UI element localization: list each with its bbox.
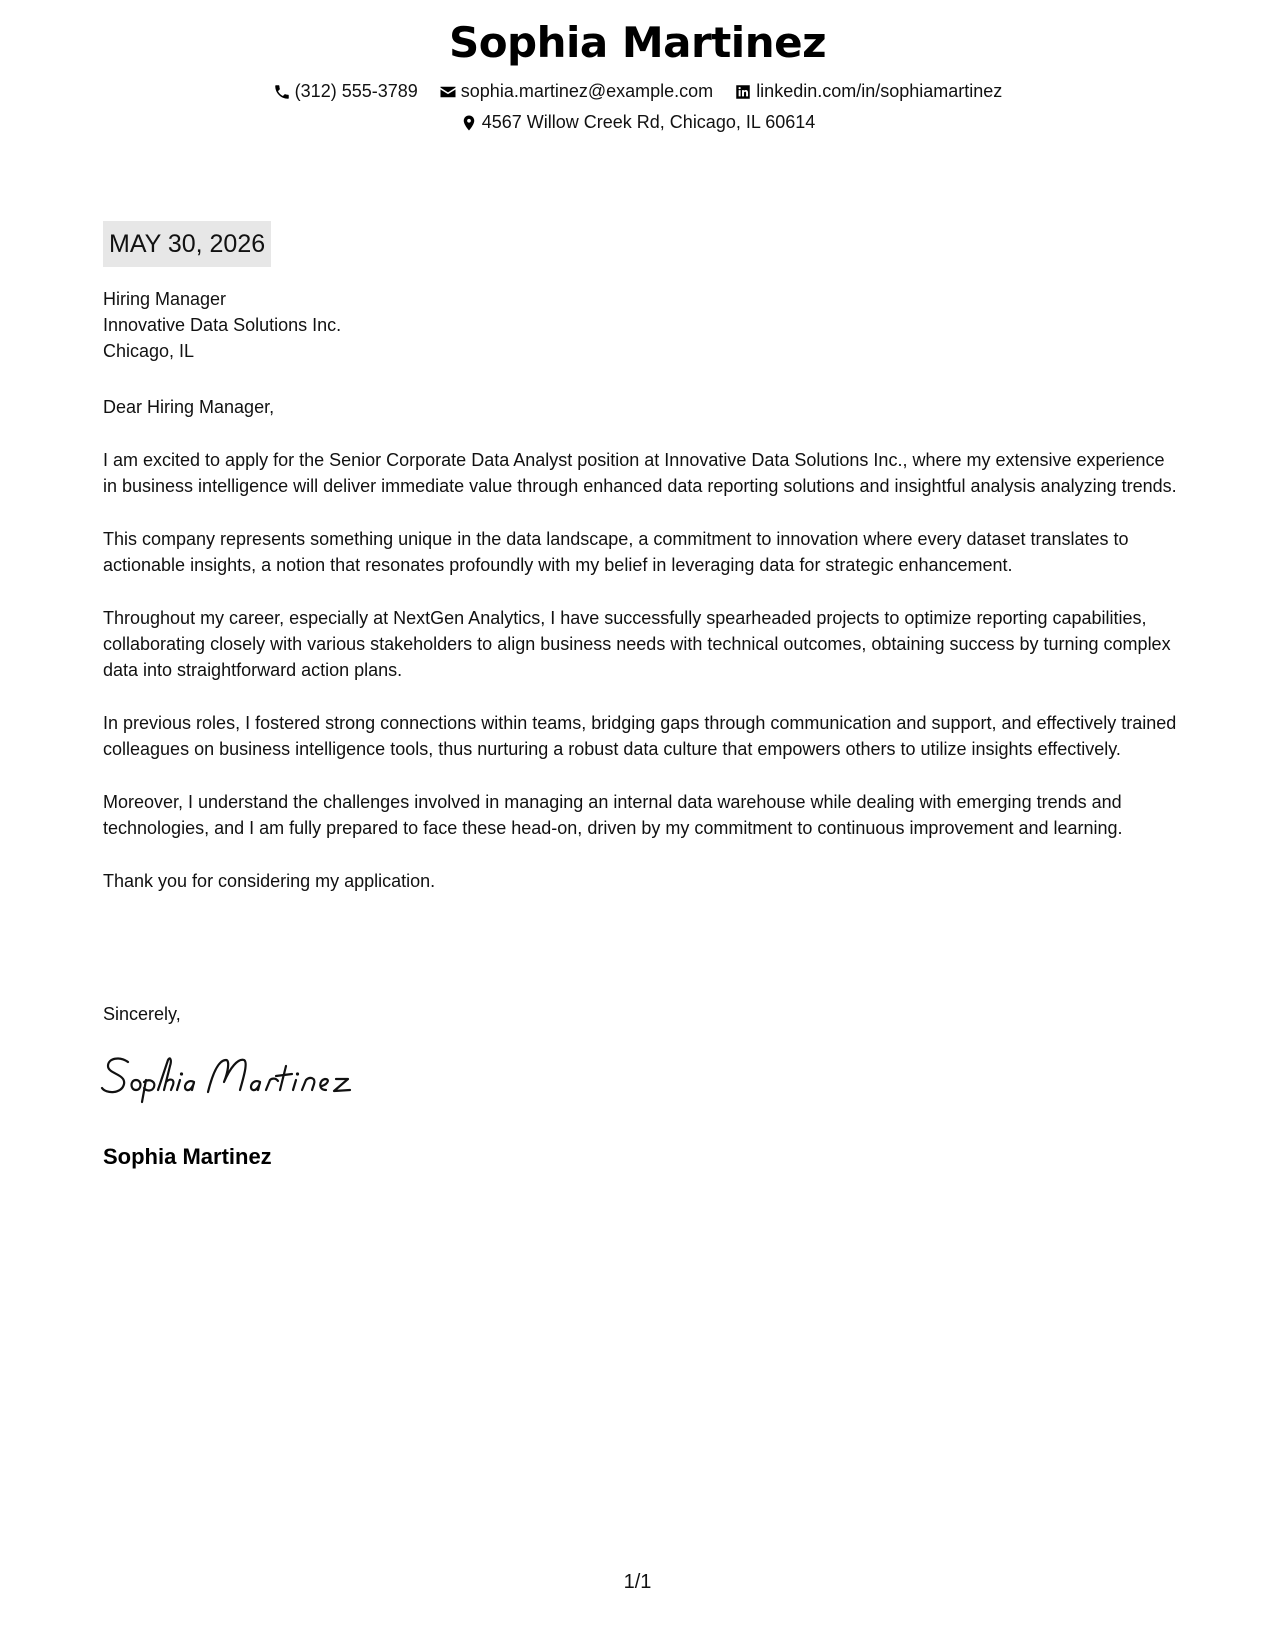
address-row bbox=[0, 112, 1275, 137]
body-paragraph: I am excited to apply for the Senior Corporate Data Analyst position at Innovative Data Solutions Inc., where my extensive experience in business intelligence will deliver immediate value through enhanced data reporting solutions and insightful analysis analyzing trends. bbox=[103, 450, 1177, 496]
body-paragraph: Throughout my career, especially at NextGen Analytics, I have successfully spearheaded projects to optimize reporting capabilities, collaborating closely with various stakeholders to align business needs with technical outcomes, obtaining success by turning complex data into straightforward action plans. bbox=[103, 608, 1171, 680]
closing: Sincerely, bbox=[103, 1004, 181, 1024]
phone-icon bbox=[273, 83, 291, 101]
envelope-icon bbox=[439, 83, 457, 101]
body-paragraph: Moreover, I understand the challenges involved in managing an internal data warehouse while dealing with emerging trends and technologies, and I am fully prepared to face these head-on, driven by my commitment to continuous improvement and learning. bbox=[103, 792, 1123, 838]
applicant-name: Sophia Martinez bbox=[448, 18, 827, 67]
salutation: Dear Hiring Manager, bbox=[103, 397, 275, 417]
phone-number: (312) 555-3789 bbox=[294, 81, 418, 101]
page-number: 1/1 bbox=[623, 1571, 652, 1593]
contact-row bbox=[0, 81, 1275, 106]
linkedin-url[interactable]: linkedin.com/in/sophiamartinez bbox=[756, 81, 1003, 101]
body-paragraph: This company represents something unique in the data landscape, a commitment to innovation where every dataset translates to actionable insights, a notion that resonates profoundly with my belief in leveraging data for strategic enhancement. bbox=[103, 529, 1129, 575]
address-text: 4567 Willow Creek Rd, Chicago, IL 60614 bbox=[481, 112, 816, 132]
letter-body bbox=[103, 447, 1178, 921]
body-paragraph: Thank you for considering my application. bbox=[103, 871, 436, 891]
email-address[interactable]: sophia.martinez@example.com bbox=[460, 81, 714, 101]
contact-address bbox=[460, 112, 816, 133]
map-pin-icon bbox=[460, 114, 478, 132]
signer-name: Sophia Martinez bbox=[103, 1144, 272, 1169]
recipient-location: Chicago, IL bbox=[103, 341, 195, 361]
letter-date: MAY 30, 2026 bbox=[103, 221, 271, 267]
recipient-company: Innovative Data Solutions Inc. bbox=[103, 315, 342, 335]
contact-phone bbox=[273, 81, 418, 102]
body-paragraph: In previous roles, I fostered strong connections within teams, bridging gaps through communication and support, and effectively trained colleagues on business intelligence tools, thus nurturing a robust data culture that empowers others to utilize insights effectively. bbox=[103, 713, 1177, 759]
handwritten-signature bbox=[100, 1052, 365, 1104]
linkedin-icon bbox=[734, 83, 752, 101]
recipient-title: Hiring Manager bbox=[103, 289, 227, 309]
contact-email[interactable] bbox=[439, 81, 713, 102]
contact-linkedin[interactable] bbox=[734, 81, 1002, 102]
recipient-block bbox=[103, 286, 341, 364]
